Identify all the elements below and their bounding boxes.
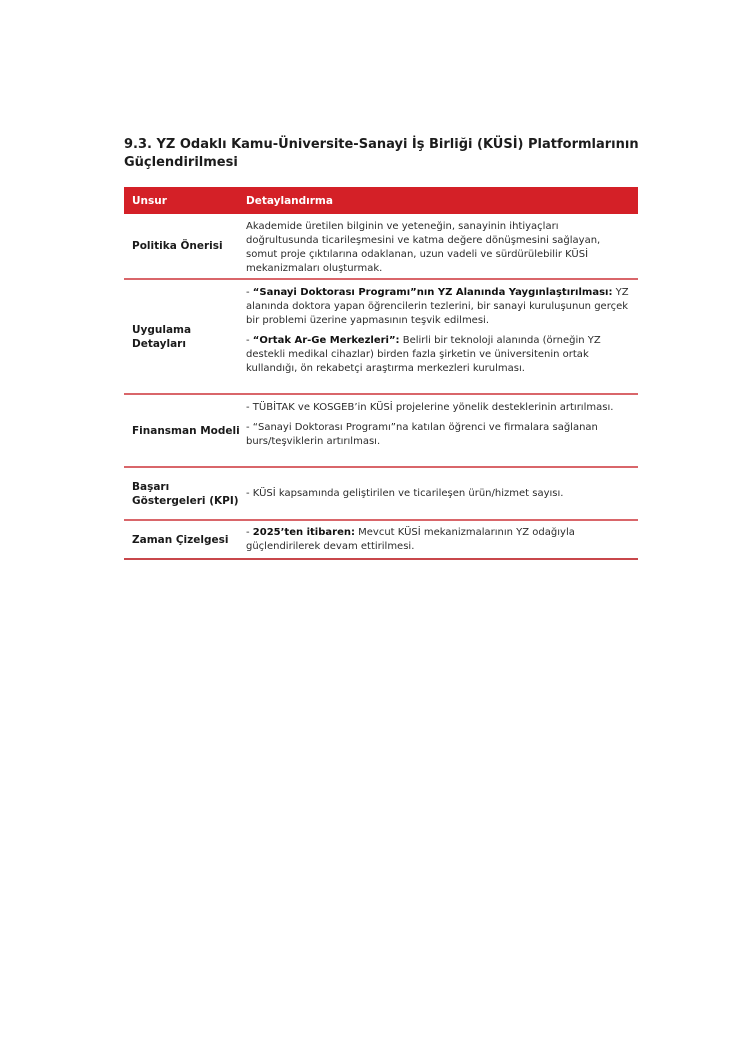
detail-paragraph: - KÜSİ kapsamında geliştirilen ve ticarileşen ürün/hizmet sayısı. — [246, 487, 564, 499]
table-row-uygulama-detaylari — [124, 280, 638, 395]
row-detail — [246, 214, 638, 278]
detail-text: YZ alanında doktora yapan öğrencilerin tezlerini, bir sanayi kuruluşunun gerçek bir problemi üzerine yapmasının teşvik edilmesi. — [246, 287, 629, 326]
detail-paragraph: - TÜBİTAK ve KOSGEB’in KÜSİ projelerine yönelik desteklerinin artırılması. — [246, 402, 614, 413]
detail-text: Belirli bir teknoloji alanında (örneğin YZ destekli medikal cihazlar) birden fazla şirketin ve üniversitenin ortak kullandığı, ön rekabetçi araştırma merkezleri kurulması. — [246, 335, 601, 374]
detail-paragraph — [246, 220, 632, 276]
detail-paragraph — [246, 334, 632, 376]
detail-paragraph: - “Sanayi Doktorası Programı”na katılan öğrenci ve firmalara sağlanan burs/teşviklerin artırılması. — [246, 422, 598, 447]
section-title: 9.3. YZ Odaklı Kamu-Üniversite-Sanayi İş Birliği (KÜSİ) Platformlarının Güçlendirilmesi — [124, 137, 639, 170]
row-key: Başarı Göstergeleri (KPI) — [132, 480, 239, 507]
detail-text: Akademide üretilen bilginin ve yeteneğin, sanayinin ihtiyaçları doğrultusunda ticarileşmesini ve katma değere dönüşmesini sağlayan, somut proje çıktılarına odaklanan, uzun vadeli ve sürdürülebilir KÜSİ mekanizmaları oluşturmak. — [246, 221, 601, 274]
row-detail — [246, 521, 638, 558]
table-header — [124, 187, 638, 214]
header-unsur: Unsur — [132, 194, 167, 207]
detail-bold-lead: “Ortak Ar-Ge Merkezleri”: — [252, 335, 400, 346]
detail-paragraph — [246, 286, 632, 328]
policy-table — [124, 187, 638, 560]
row-key: Politika Önerisi — [132, 240, 223, 252]
row-key: Finansman Modeli — [132, 424, 240, 437]
detail-bold-lead: 2025’ten itibaren: — [252, 527, 355, 538]
table-row-zaman-cizelgesi — [124, 521, 638, 560]
detail-bold-lead: “Sanayi Doktorası Programı”nın YZ Alanında Yaygınlaştırılması: — [252, 287, 613, 298]
table-row-politika-onerisi — [124, 214, 638, 280]
table-row-finansman-modeli — [124, 395, 638, 468]
row-key: Zaman Çizelgesi — [132, 533, 229, 546]
detail-text: Mevcut KÜSİ mekanizmalarının YZ odağıyla güçlendirilerek devam ettirilmesi. — [246, 527, 575, 552]
row-detail — [246, 280, 638, 393]
table-row-basari-gostergeleri — [124, 468, 638, 521]
row-detail — [246, 395, 638, 466]
bullet-dash: - — [246, 527, 253, 538]
header-detaylandirma: Detaylandırma — [246, 194, 333, 207]
row-detail — [246, 468, 638, 519]
detail-paragraph — [246, 526, 632, 554]
bullet-dash: - — [246, 287, 253, 298]
bullet-dash: - — [246, 335, 253, 346]
row-key: Uygulama Detayları — [132, 323, 192, 350]
